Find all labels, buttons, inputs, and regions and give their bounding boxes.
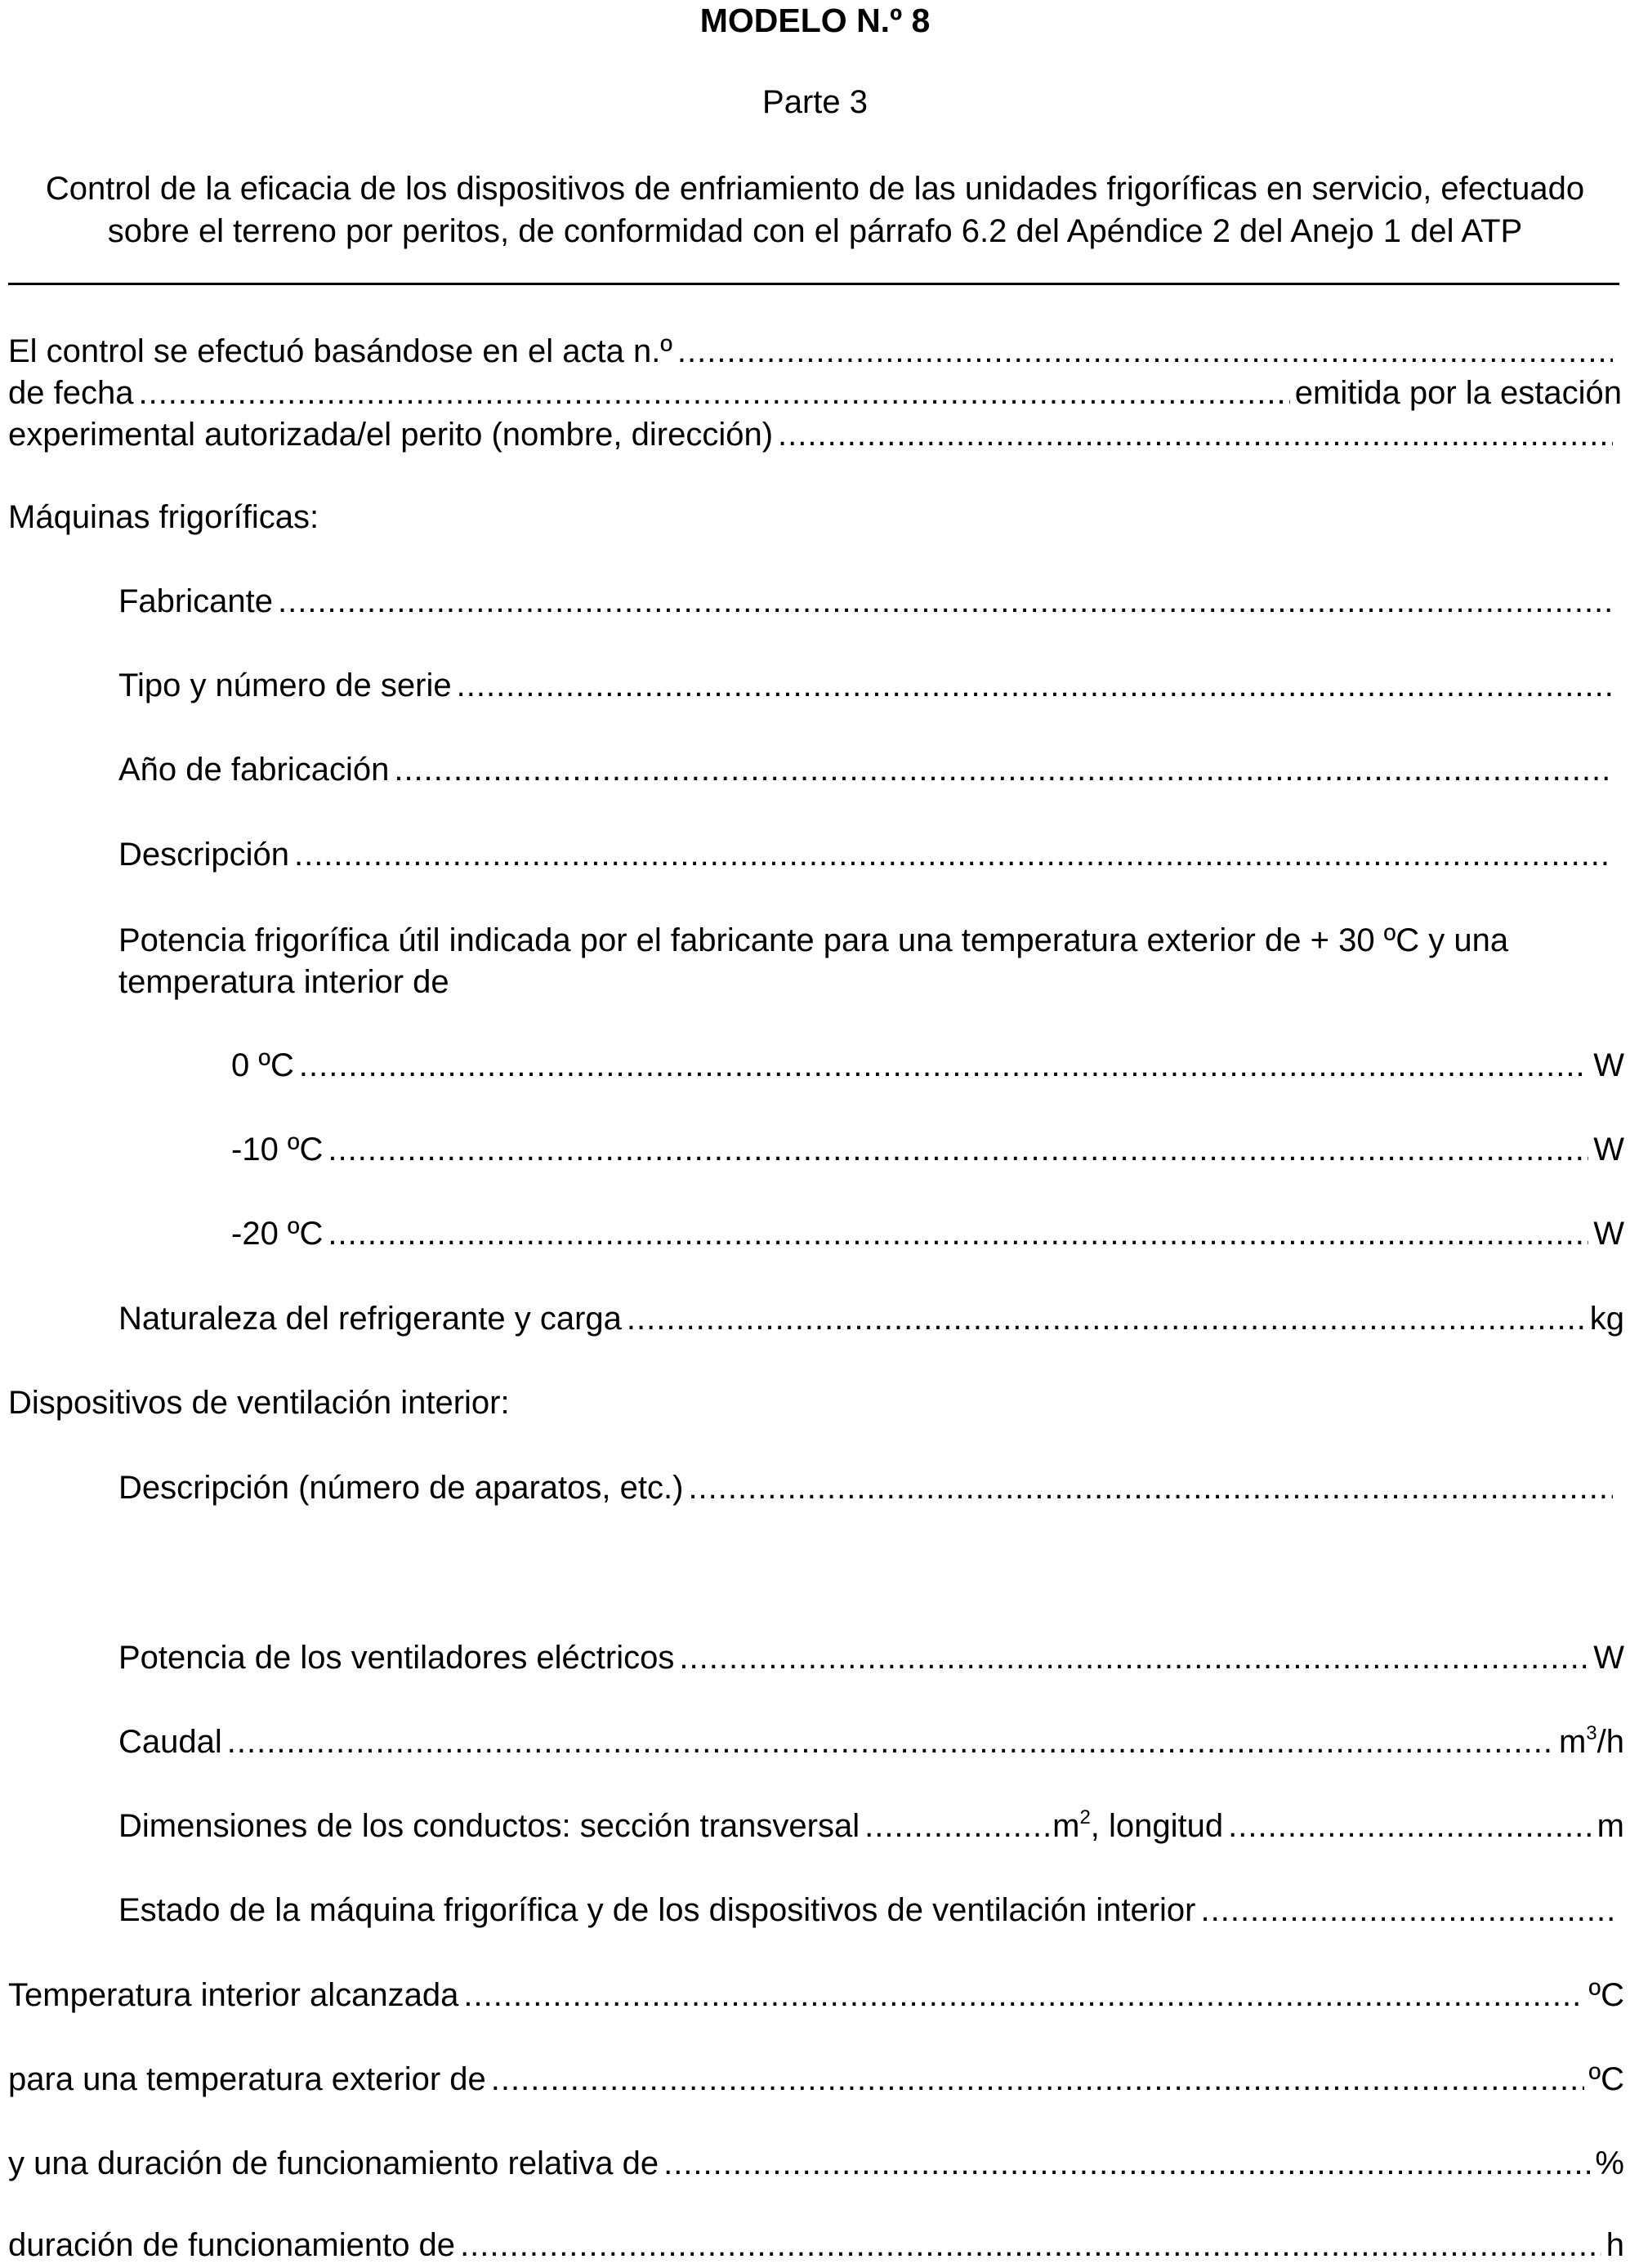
- fan-power-row: [118, 1636, 1624, 1679]
- refrigerant-row: [118, 1297, 1624, 1340]
- ducts-length-field[interactable]: [1228, 1805, 1592, 1847]
- vent-description-row: [118, 1467, 1618, 1509]
- refrigerant-unit: kg: [1589, 1301, 1624, 1337]
- result-field[interactable]: [463, 1974, 1583, 2016]
- vent-description-label: Descripción (número de aparatos, etc.): [118, 1470, 684, 1506]
- ducts-area-unit: $m^2$, longitud: [1052, 1806, 1224, 1844]
- refrigerant-label: Naturaleza del refrigerante y carga: [118, 1301, 622, 1337]
- power-temp-unit: W: [1593, 1216, 1624, 1252]
- control-issuer-row: [8, 413, 1618, 456]
- control-report-field[interactable]: [677, 330, 1613, 373]
- refrigerant-field[interactable]: [627, 1297, 1585, 1340]
- power-intro: [118, 920, 1622, 1003]
- power-temp-label: -20 ºC: [231, 1216, 324, 1252]
- control-date-label: de fecha: [8, 375, 134, 411]
- description-label: Descripción: [118, 837, 289, 873]
- form-part: Parte 3: [762, 84, 868, 120]
- fan-power-field[interactable]: [679, 1636, 1588, 1679]
- state-row: [118, 1889, 1618, 1931]
- type-serial-field[interactable]: [457, 664, 1613, 707]
- ducts-length-unit: m: [1597, 1808, 1624, 1844]
- result-unit: ºC: [1588, 2061, 1624, 2097]
- type-serial-label: Tipo y número de serie: [118, 667, 452, 703]
- manufacturer-field[interactable]: [278, 580, 1613, 623]
- form-intro: [0, 167, 1630, 252]
- control-issuer-label: experimental autorizada/el perito (nombre, dirección): [8, 417, 774, 453]
- year-label: Año de fabricación: [118, 752, 390, 788]
- ventilation-heading: Dispositivos de ventilación interior:: [8, 1385, 510, 1421]
- manufacturer-row: [118, 580, 1618, 623]
- result-field[interactable]: [491, 2058, 1584, 2101]
- control-date-row: [8, 372, 1622, 414]
- fan-power-unit: W: [1593, 1640, 1624, 1676]
- power-temp-label: 0 ºC: [231, 1047, 294, 1083]
- form-title: MODELO N.º 8: [699, 2, 931, 39]
- result-unit: ºC: [1588, 1977, 1624, 2013]
- description-field[interactable]: [294, 833, 1613, 876]
- result-row: [8, 1974, 1624, 2016]
- power-intro-line-2: temperatura interior de: [118, 964, 449, 1000]
- control-report-label: El control se efectuó basándose en el acta n.º: [8, 333, 672, 369]
- power-temp-label: -10 ºC: [231, 1132, 324, 1167]
- header-divider: [8, 283, 1619, 285]
- control-date-suffix: emitida por la estación: [1294, 375, 1622, 411]
- result-field[interactable]: [663, 2142, 1590, 2185]
- power-temp-row: [231, 1044, 1624, 1087]
- state-field[interactable]: [1200, 1889, 1613, 1931]
- control-issuer-field[interactable]: [778, 413, 1613, 456]
- result-unit: h: [1605, 2227, 1624, 2263]
- state-label: Estado de la máquina frigorífica y de los dispositivos de ventilación interior: [118, 1892, 1196, 1928]
- intro-line-2: sobre el terreno por peritos, de conformidad con el párrafo 6.2 del Apéndice 2 del Anejo 1 del ATP: [107, 213, 1523, 249]
- type-serial-row: [118, 664, 1618, 707]
- power-temp-field[interactable]: [328, 1212, 1588, 1255]
- ducts-area-field[interactable]: [864, 1805, 1052, 1847]
- vent-description-field[interactable]: [688, 1467, 1613, 1509]
- result-label: Temperatura interior alcanzada: [8, 1977, 459, 2013]
- year-row: [118, 748, 1618, 791]
- machines-heading: Máquinas frigoríficas:: [8, 499, 319, 535]
- power-temp-field[interactable]: [299, 1044, 1588, 1087]
- flow-unit: $m^3/h$: [1558, 1722, 1624, 1760]
- result-field[interactable]: [460, 2224, 1601, 2266]
- result-label: duración de funcionamiento de: [8, 2227, 456, 2263]
- power-temp-row: [231, 1128, 1624, 1171]
- flow-label: Caudal: [118, 1724, 222, 1760]
- flow-field[interactable]: [227, 1721, 1554, 1763]
- manufacturer-label: Fabricante: [118, 583, 273, 619]
- power-temp-row: [231, 1212, 1624, 1255]
- power-temp-field[interactable]: [328, 1128, 1588, 1171]
- ducts-label: Dimensiones de los conductos: sección transversal: [118, 1808, 860, 1844]
- flow-row: [118, 1721, 1624, 1763]
- result-label: para una temperatura exterior de: [8, 2061, 486, 2097]
- power-temp-unit: W: [1593, 1047, 1624, 1083]
- description-row: [118, 833, 1618, 876]
- power-temp-unit: W: [1593, 1132, 1624, 1167]
- result-unit: %: [1595, 2145, 1624, 2181]
- ducts-row: [118, 1805, 1624, 1847]
- control-date-field[interactable]: [138, 372, 1289, 414]
- fan-power-label: Potencia de los ventiladores eléctricos: [118, 1640, 675, 1676]
- result-row: [8, 2058, 1624, 2101]
- control-report-row: [8, 330, 1618, 373]
- result-label: y una duración de funcionamiento relativa de: [8, 2145, 659, 2181]
- year-field[interactable]: [394, 748, 1613, 791]
- power-intro-line-1: Potencia frigorífica útil indicada por el fabricante para una temperatura exterior de + 30 ºC y una: [118, 922, 1509, 958]
- intro-line-1: Control de la eficacia de los dispositivos de enfriamiento de las unidades frigoríficas en servicio, efectuado: [45, 171, 1585, 207]
- result-row: [8, 2142, 1624, 2185]
- result-row: [8, 2224, 1624, 2266]
